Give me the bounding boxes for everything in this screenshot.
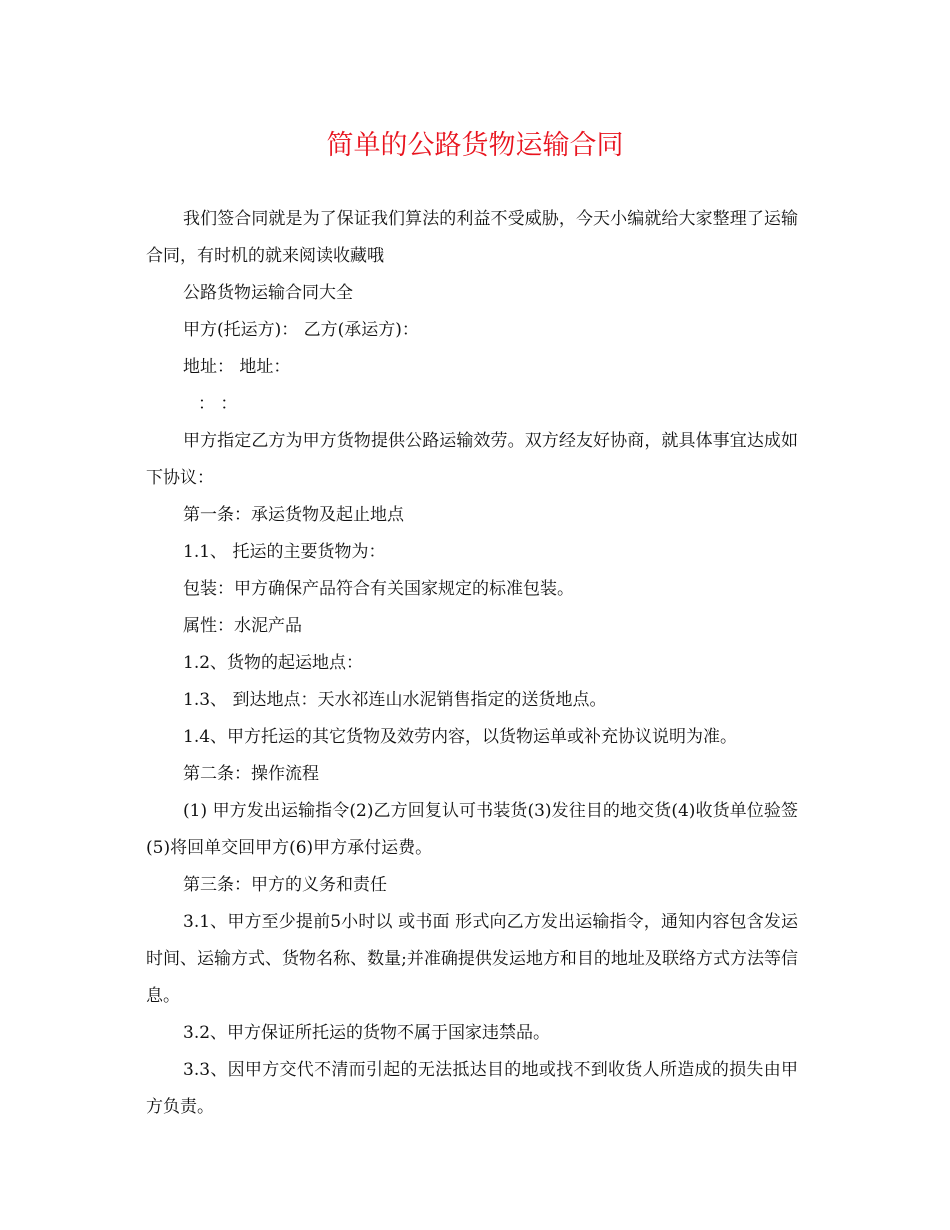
paragraph-blank-fields: ： ：: [198, 394, 238, 414]
paragraph-article-1: 第一条：承运货物及起止地点: [183, 505, 404, 525]
paragraph-packaging: 包装：甲方确保产品符合有关国家规定的标准包装。: [183, 579, 574, 599]
document-title: 简单的公路货物运输合同: [326, 130, 624, 161]
paragraph-1-1: 1.1、 托运的主要货物为：: [183, 542, 386, 562]
paragraph-3-3: 3.3、因甲方交代不清而引起的无法抵达目的地或找不到收货人所造成的损失由甲方负责。: [146, 1060, 798, 1117]
paragraph-intro: 我们签合同就是为了保证我们算法的利益不受威胁，今天小编就给大家整理了运输合同，有时机的就来阅读收藏哦: [146, 209, 798, 266]
paragraph-3-1: 3.1、甲方至少提前5小时以 或书面 形式向乙方发出运输指令，通知内容包含发运时间、运输方式、货物名称、数量;并准确提供发运地方和目的地址及联络方式方法等信息。: [146, 912, 798, 1006]
paragraph-heading-collection: 公路货物运输合同大全: [183, 283, 353, 303]
paragraph-article-3: 第三条：甲方的义务和责任: [183, 875, 387, 895]
paragraph-3-2: 3.2、甲方保证所托运的货物不属于国家违禁品。: [183, 1023, 551, 1043]
paragraph-parties: 甲方(托运方)： 乙方(承运方)：: [183, 320, 419, 340]
paragraph-agreement: 甲方指定乙方为甲方货物提供公路运输效劳。双方经友好协商，就具体事宜达成如下协议：: [146, 431, 798, 488]
paragraph-property: 属性：水泥产品: [183, 616, 302, 636]
paragraph-1-3: 1.3、 到达地点：天水祁连山水泥销售指定的送货地点。: [183, 690, 607, 710]
document-body: [146, 201, 798, 1126]
paragraph-1-4: 1.4、甲方托运的其它货物及效劳内容，以货物运单或补充协议说明为准。: [183, 727, 738, 747]
paragraph-address: 地址： 地址：: [183, 357, 291, 377]
paragraph-article-2: 第二条：操作流程: [183, 764, 319, 784]
paragraph-process: (1) 甲方发出运输指令(2)乙方回复认可书装货(3)发往目的地交货(4)收货单位验签(5)将回单交回甲方(6)甲方承付运费。: [146, 801, 798, 858]
paragraph-1-2: 1.2、货物的起运地点：: [183, 653, 364, 673]
